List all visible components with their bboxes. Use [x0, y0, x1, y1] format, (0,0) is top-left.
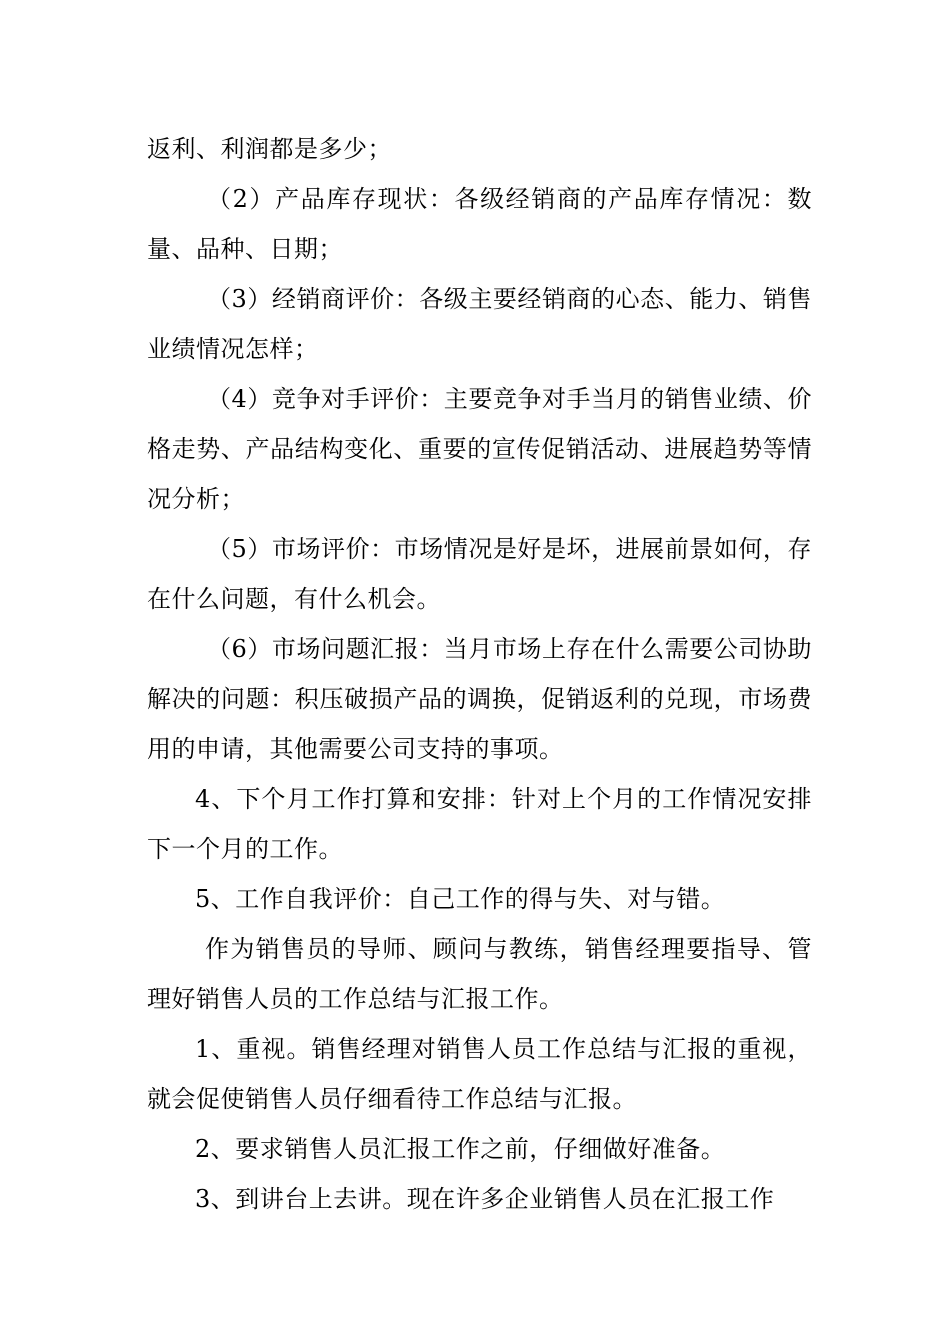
paragraph-preparation: 2、要求销售人员汇报工作之前，仔细做好准备。 [195, 1135, 726, 1163]
paragraph-competitor-evaluation: （4）竞争对手评价：主要竞争对手当月的销售业绩、价格走势、产品结构变化、重要的宣传促销活动、进展趋势等情况分析； [147, 385, 812, 513]
paragraph-manager-role: 作为销售员的导师、顾问与教练，销售经理要指导、管理好销售人员的工作总结与汇报工作。 [147, 935, 812, 1013]
paragraph-emphasis: 1、重视。销售经理对销售人员工作总结与汇报的重视，就会促使销售人员仔细看待工作总结与汇报。 [147, 1035, 812, 1113]
paragraph-self-evaluation: 5、工作自我评价：自己工作的得与失、对与错。 [195, 885, 726, 913]
paragraph-market-issues: （6）市场问题汇报：当月市场上存在什么需要公司协助解决的问题：积压破损产品的调换，促销返利的兑现，市场费用的申请，其他需要公司支持的事项。 [147, 635, 812, 763]
paragraph-market-evaluation: （5）市场评价：市场情况是好是坏，进展前景如何，存在什么问题，有什么机会。 [147, 535, 812, 613]
paragraph-rebate-profit: 返利、利润都是多少； [147, 135, 392, 163]
paragraph-dealer-evaluation: （3）经销商评价：各级主要经销商的心态、能力、销售业绩情况怎样； [147, 285, 812, 363]
paragraph-podium: 3、到讲台上去讲。现在许多企业销售人员在汇报工作 [195, 1185, 775, 1213]
paragraph-next-month-plan: 4、下个月工作打算和安排：针对上个月的工作情况安排下一个月的工作。 [147, 785, 812, 863]
document-body [147, 124, 812, 1224]
paragraph-inventory-status: （2）产品库存现状：各级经销商的产品库存情况：数量、品种、日期； [147, 185, 812, 263]
